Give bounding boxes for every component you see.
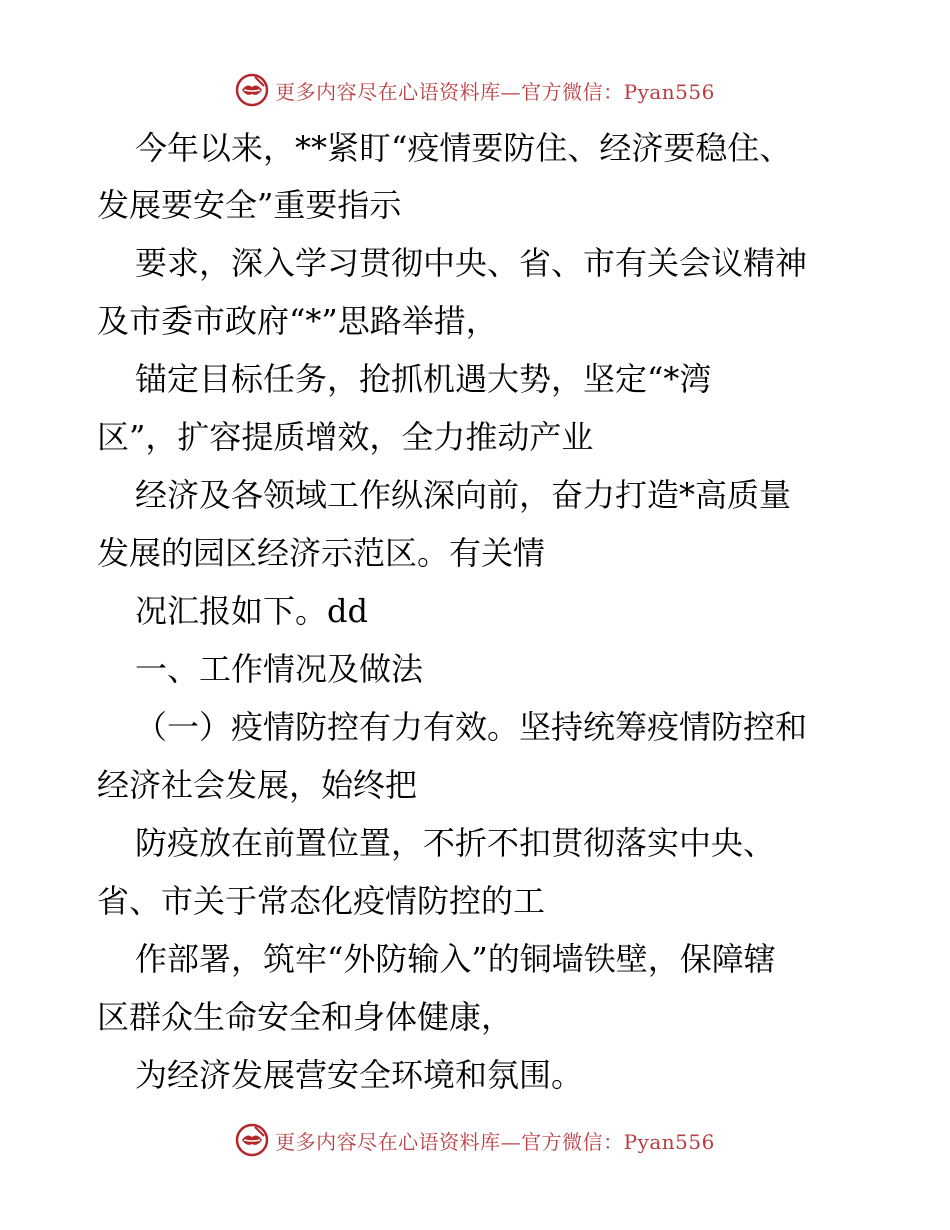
paragraph-line: 防疫放在前置位置，不折不扣贯彻落实中央、: [135, 824, 776, 862]
paragraph-line: 发展的园区经济示范区。有关情: [97, 534, 546, 572]
paragraph-line: 经济社会发展，始终把: [97, 766, 418, 804]
paragraph-line: （一）疫情防控有力有效。坚持统筹疫情防控和: [135, 708, 808, 746]
paragraph-line: 及市委市政府“*”思路举措，: [97, 302, 498, 340]
section-heading: 一、工作情况及做法: [135, 650, 424, 688]
paragraph-line: 发展要安全”重要指示: [97, 186, 402, 224]
paragraph-line: 区”，扩容提质增效，全力推动产业: [97, 418, 594, 456]
paragraph-line: 区群众生命安全和身体健康，: [97, 998, 514, 1036]
paragraph-line: 况汇报如下。dd: [135, 592, 368, 630]
lips-logo-icon: [235, 1123, 269, 1157]
paragraph-line: 为经济发展营安全环境和氛围。: [135, 1056, 584, 1094]
watermark-text: 更多内容尽在心语资料库—官方微信：Pyan556: [275, 79, 715, 104]
paragraph-line: 锚定目标任务，抢抓机遇大势，坚定“*湾: [135, 360, 712, 398]
footer-watermark: [0, 1120, 950, 1160]
paragraph-line: 要求，深入学习贯彻中央、省、市有关会议精神: [135, 244, 808, 282]
lips-logo-icon: [235, 73, 269, 107]
header-watermark: [0, 70, 950, 110]
watermark-text: 更多内容尽在心语资料库—官方微信：Pyan556: [275, 1129, 715, 1154]
paragraph-line: 作部署，筑牢“外防输入”的铜墙铁壁，保障辖: [135, 940, 776, 978]
paragraph-line: 经济及各领域工作纵深向前，奋力打造*高质量: [135, 476, 792, 514]
paragraph-line: 今年以来，**紧盯“疫情要防住、经济要稳住、: [135, 129, 792, 167]
paragraph-line: 省、市关于常态化疫情防控的工: [97, 882, 546, 920]
